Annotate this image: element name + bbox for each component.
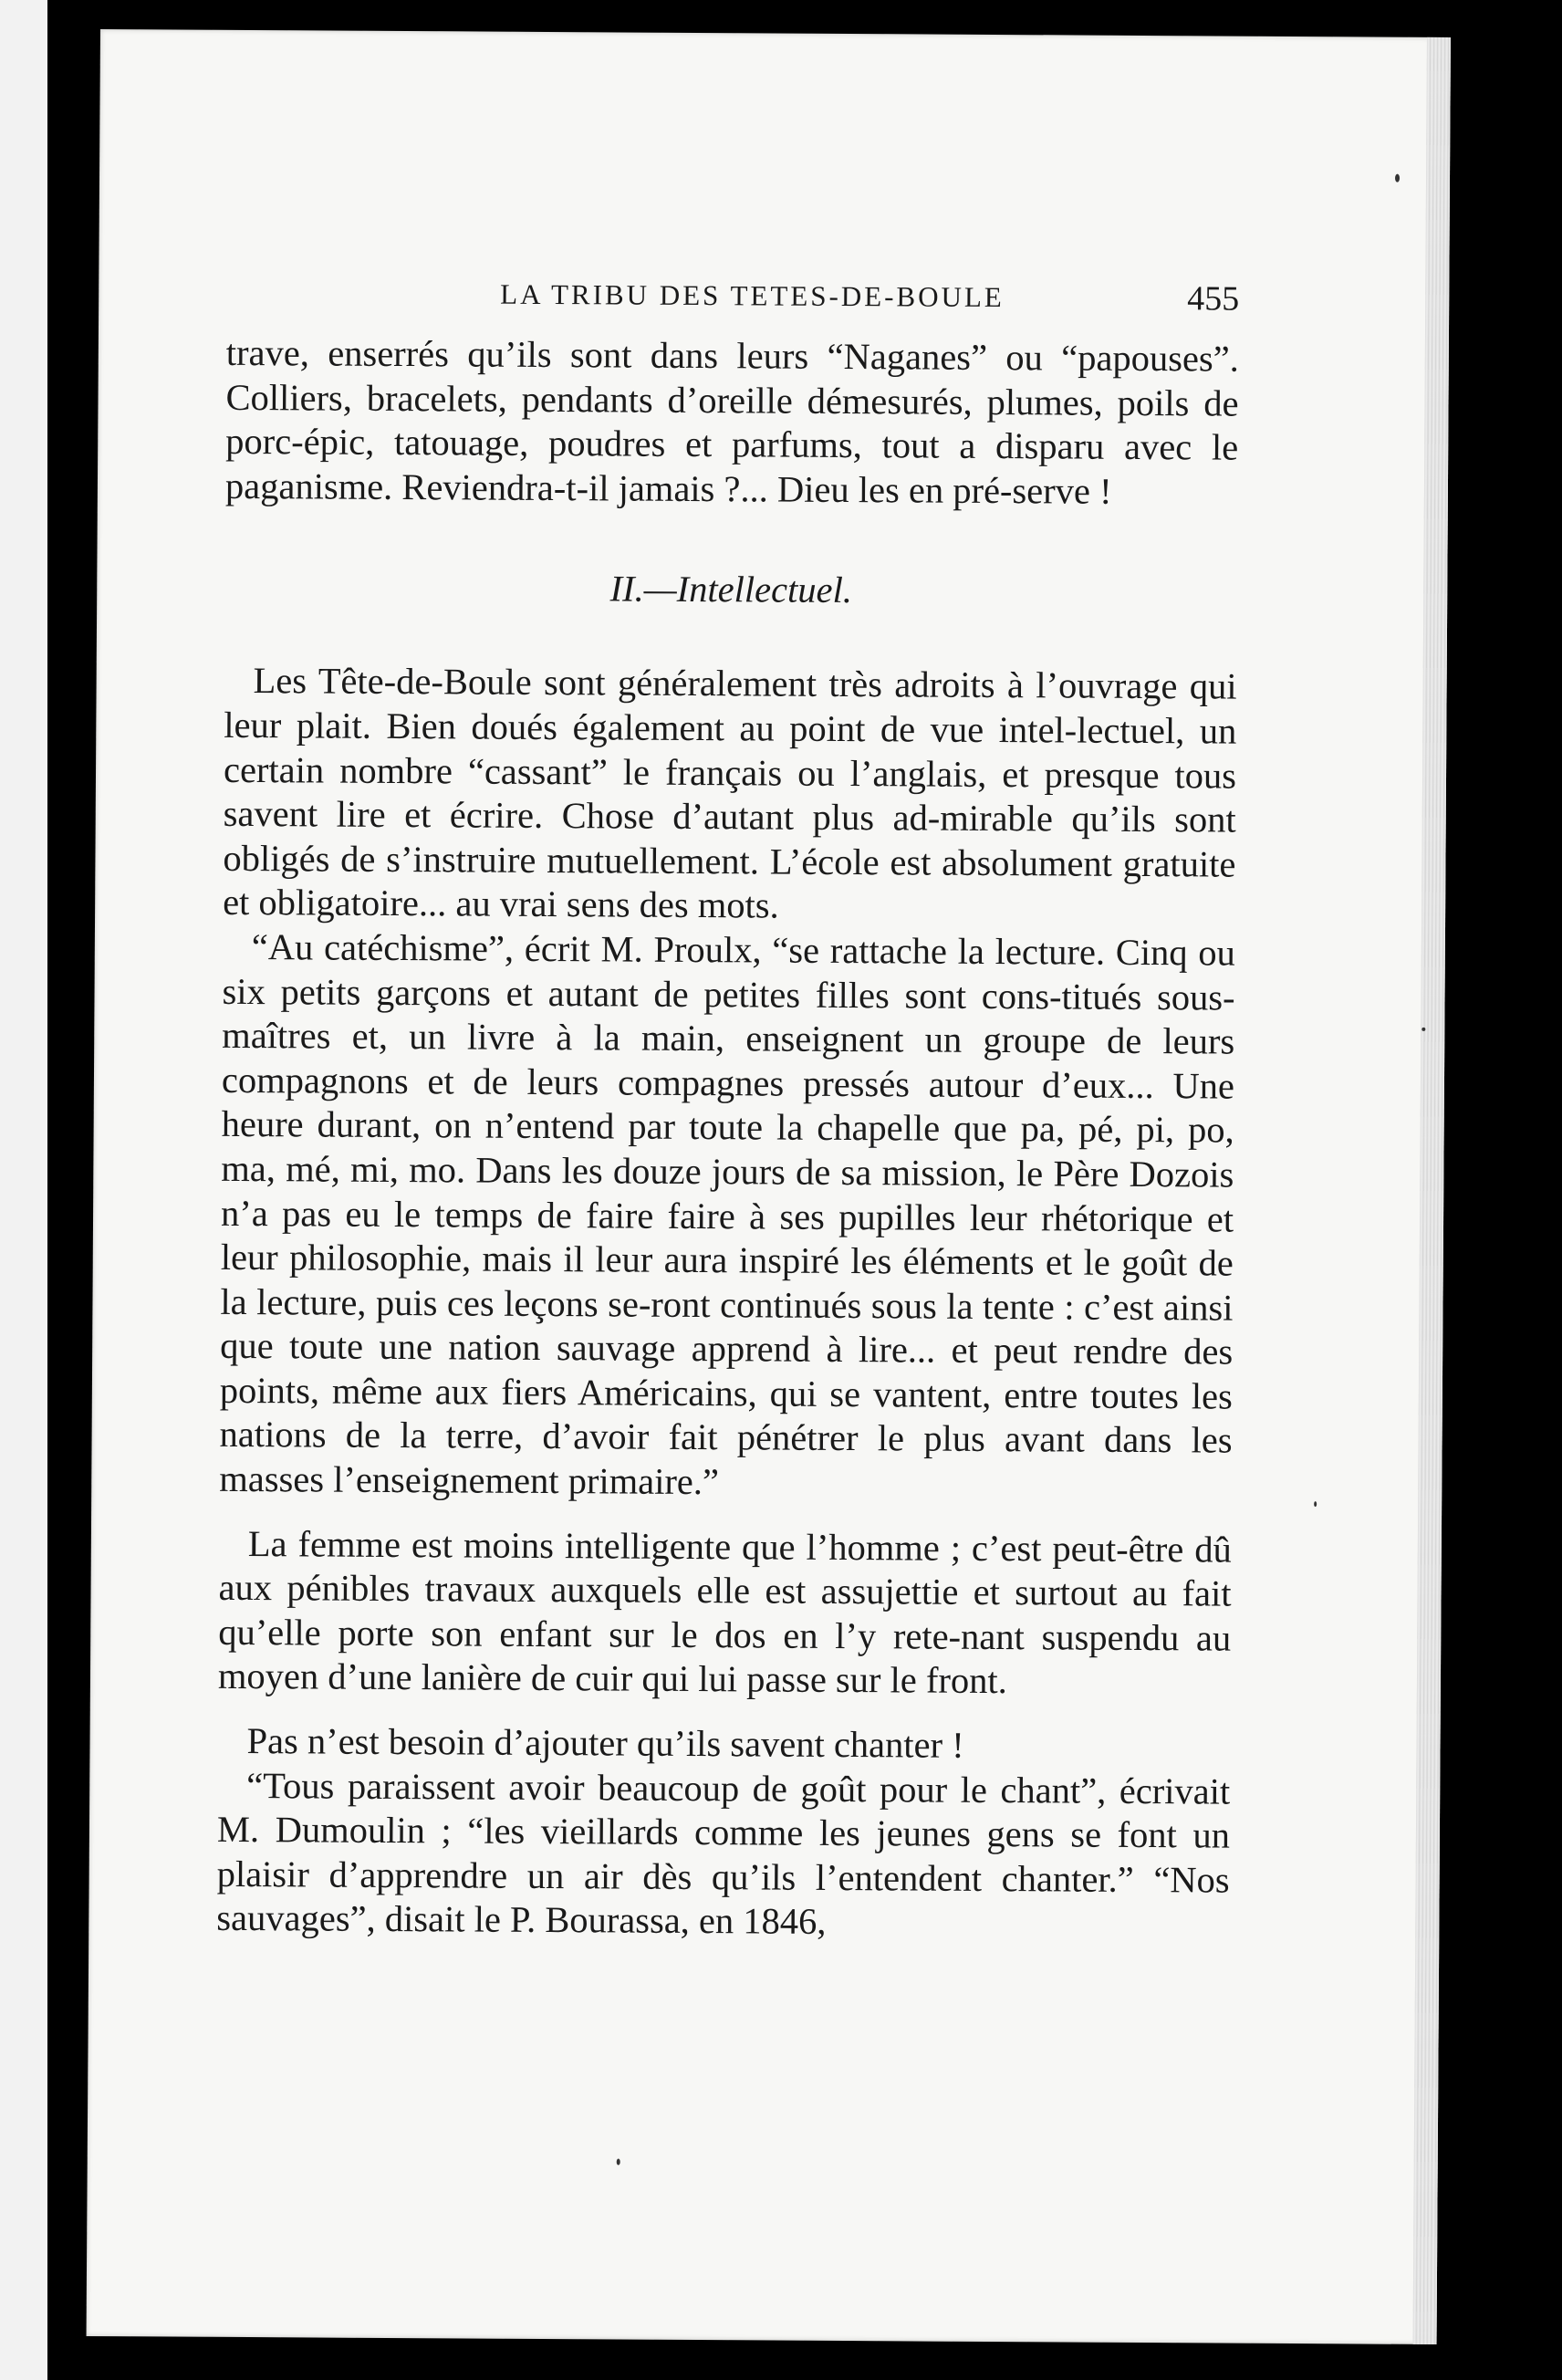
running-title: LA TRIBU DES TETES-DE-BOULE <box>500 277 1005 314</box>
paragraph-2: Les Tête-de-Boule sont généralement très adroits à l’ouvrage qui leur plait. Bien doués également au point de vue intel-lectuel, un certain nombre “cassant” le français ou l’anglais, et presque tous savent lire et écrire. Chose d’autant plus ad-mirable qu’ils sont obligés de s’instruire mutuellement. L’école est absolument gratuite et obligatoire... au vrai sens des mots. <box>223 660 1237 926</box>
facing-page-edge <box>0 0 47 2380</box>
book-page <box>87 29 1451 2344</box>
paragraph-6: “Tous paraissent avoir beaucoup de goût pour le chant”, écrivait M. Dumoulin ; “les vieillards comme les jeunes gens se font un plaisir d’apprendre un air dès qu’ils l’entendent chanter.” “Nos sauvages”, disait le P. Bourassa, en 1846, <box>216 1764 1231 1943</box>
dust-speck <box>1314 1501 1317 1507</box>
running-head <box>226 277 1239 338</box>
dust-speck <box>1421 1028 1425 1031</box>
paragraph-4: La femme est moins intelligente que l’homme ; c’est peut-être dû aux pénibles travaux auxquels elle est assujettie et surtout au fait qu’elle porte son enfant sur le dos en l’y rete-nant suspendu au moyen d’une lanière de cuir qui lui passe sur le front. <box>217 1522 1232 1702</box>
page-number: 455 <box>1187 279 1240 318</box>
paragraph-3: “Au catéchisme”, écrit M. Proulx, “se rattache la lecture. Cinq ou six petits garçons et autant de petites filles sont cons-titués sous-maîtres et, un livre à la main, enseignent un groupe de leurs compagnons et de leurs compagnes pressés autour d’eux... Une heure durant, on n’entend par toute la chapelle que pa, pé, pi, po, ma, mé, mi, mo. Dans les douze jours de sa mission, le Père Dozois n’a pas eu le temps de faire faire à ses pupilles leur rhétorique et leur philosophie, mais il leur aura inspiré les éléments et le goût de la lecture, puis ces leçons se-ront continués sous la tente : c’est ainsi que toute une nation sauvage apprend à lire... et peut rendre des points, même aux fiers Américains, qui se vantent, entre toutes les nations de la terre, d’avoir fait pénétrer le plus avant dans les masses l’enseignement primaire.” <box>219 925 1235 1503</box>
page-stack-edge <box>1413 37 1451 2344</box>
dust-speck <box>617 2158 620 2165</box>
section-heading: II.—Intellectuel. <box>609 568 853 611</box>
dust-speck <box>1395 174 1400 183</box>
paragraph-5: Pas n’est besoin d’ajouter qu’ils savent chanter ! <box>246 1720 964 1766</box>
page-content <box>216 277 1239 1947</box>
paragraph-1: trave, enserrés qu’ils sont dans leurs “Naganes” ou “papouses”. Colliers, bracelets, pendants d’oreille démesurés, plumes, poils de porc-épic, tatouage, poudres et parfums, tout a disparu avec le paganisme. Reviendra-t-il jamais ?... Dieu les en pré-serve ! <box>224 331 1239 512</box>
